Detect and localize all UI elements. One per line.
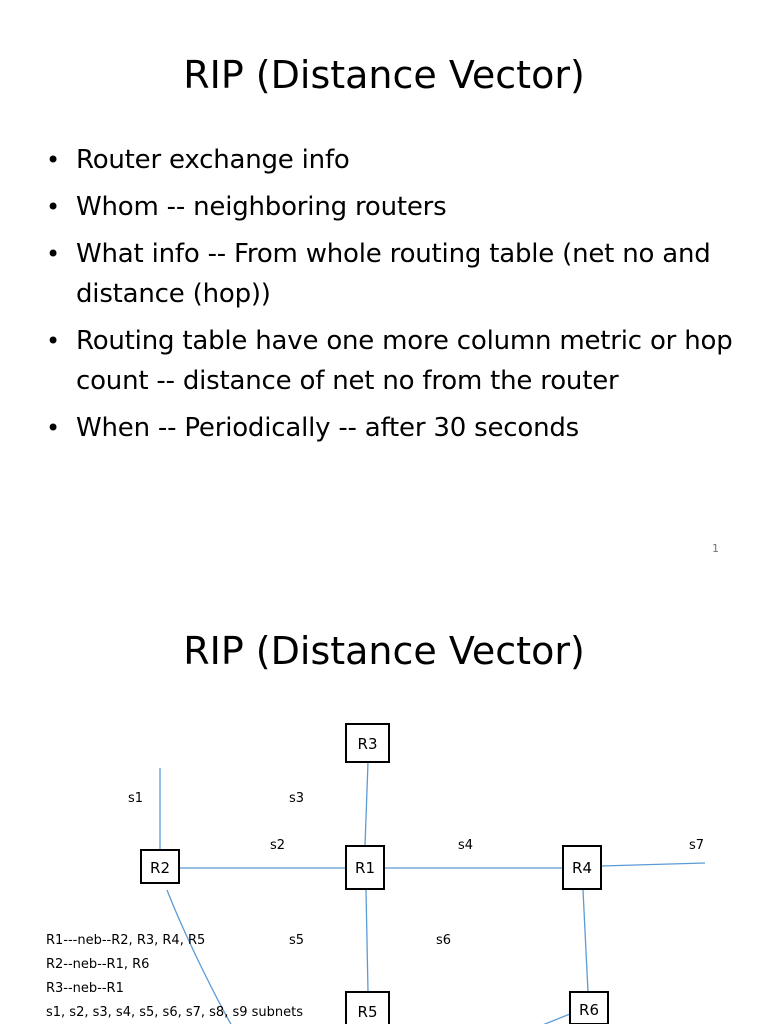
slide-2: [0, 576, 768, 1024]
router-label: R4: [572, 859, 592, 877]
router-label: R2: [150, 859, 170, 877]
link-r1-r3: [365, 762, 368, 846]
subnet-label-s5: s5: [289, 933, 305, 948]
slide-1-title: RIP (Distance Vector): [183, 53, 585, 97]
bullet-list: [46, 140, 736, 455]
router-label: R3: [357, 735, 378, 753]
router-r6: [570, 992, 608, 1024]
link-r1-r5: [366, 890, 368, 992]
neighbor-note: R2--neb--R1, R6: [46, 957, 150, 972]
subnet-label-s6: s6: [436, 933, 452, 948]
router-r1: [346, 846, 384, 889]
router-r5: [346, 992, 389, 1024]
slide-2-title: RIP (Distance Vector): [183, 629, 585, 673]
link-r4-r6: [583, 890, 588, 992]
subnet-label-s7: s7: [689, 838, 705, 853]
router-label: R5: [357, 1003, 378, 1021]
router-r2: [141, 850, 179, 883]
link-r4-right: [601, 863, 705, 866]
router-r4: [563, 846, 601, 889]
bullet-item: • What info -- From whole routing table (net no and distance (hop)): [46, 234, 736, 314]
router-label: R6: [579, 1001, 599, 1019]
subnet-label-s3: s3: [289, 791, 305, 806]
router-r3: [346, 724, 389, 762]
bullet-item: • When -- Periodically -- after 30 seconds: [46, 408, 736, 448]
page-number: 1: [712, 542, 719, 555]
bullet-item: • Whom -- neighboring routers: [46, 187, 736, 227]
link-r6-left: [540, 1014, 570, 1024]
subnet-label-s4: s4: [458, 838, 474, 853]
router-label: R1: [355, 859, 375, 877]
bullet-item: • Router exchange info: [46, 140, 736, 180]
neighbor-note: R1---neb--R2, R3, R4, R5: [46, 933, 206, 948]
bullet-item: • Routing table have one more column metric or hop count -- distance of net no from the router: [46, 321, 736, 401]
subnets-note: s1, s2, s3, s4, s5, s6, s7, s8, s9 subnets: [46, 1005, 304, 1020]
network-diagram: [0, 576, 768, 1024]
link-r2-r6: [167, 890, 232, 1024]
subnet-label-s1: s1: [128, 791, 144, 806]
neighbor-note: R3--neb--R1: [46, 981, 124, 996]
subnet-label-s2: s2: [270, 838, 286, 853]
